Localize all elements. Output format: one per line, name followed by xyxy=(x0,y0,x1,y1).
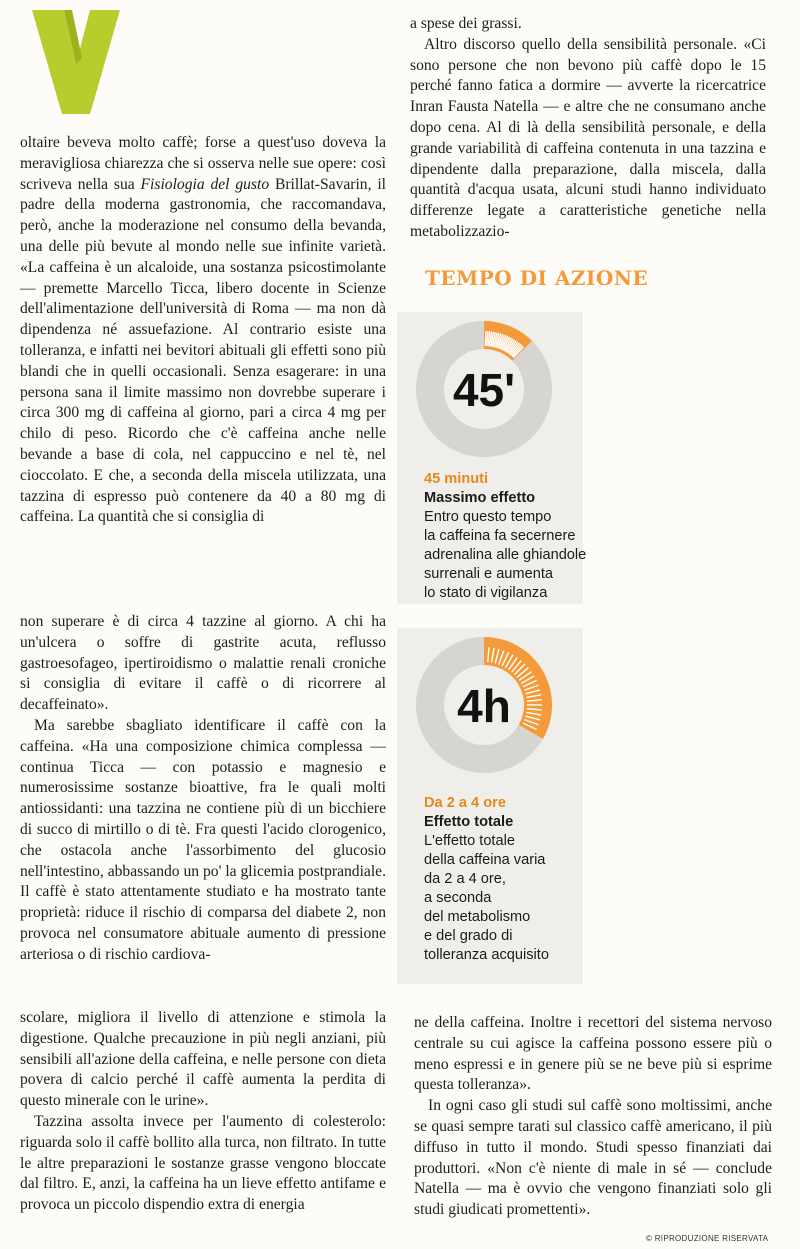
info-block-1 xyxy=(424,470,594,603)
info-body xyxy=(424,832,594,965)
gauge-45-minuti xyxy=(411,316,557,462)
info-line: Entro questo tempo xyxy=(424,509,552,525)
info-line: a seconda xyxy=(424,890,492,906)
drop-cap-v xyxy=(28,2,123,122)
info-line: L'effetto totale xyxy=(424,833,515,849)
article-paragraph: Tazzina assolta invece per l'aumento di colesterolo: riguarda solo il caffè bollito alla turca, non filtrato. In tutte le altre preparazioni le sostanze grasse vengono bloccate dal filtro. E, anzi, la caffeina ha un lieve effetto antifame e provoca un piccolo dispendio extra di energia xyxy=(20,1112,386,1214)
article-text: oltaire beveva molto caffè; forse a quest'uso doveva la meravigliosa chiarezza che si osserva nelle sue opere: così scriveva nella sua xyxy=(20,134,386,193)
info-line: da 2 a 4 ore, xyxy=(424,871,506,887)
gauge-value: 4h xyxy=(457,680,511,732)
gauge-tick xyxy=(487,331,488,346)
copyright-notice: © RIPRODUZIONE RISERVATA xyxy=(646,1234,769,1243)
article-paragraph xyxy=(20,133,386,528)
article-text: Brillat-Savarin, il padre della moderna gastronomia, che raccomandava, però, anche la moderazione nel consumo della bevanda, una delle più bevute al mondo nelle sue infinite varietà. «La caffeina è un alcaloide, una sostanza psicostimolante — premette Marcello Ticca, libero docente in Scienze dell'alimentazione dell'università di Roma — ma non dà dipendenza né assuefazione. Al contrario esiste una tolleranza, e infatti nei bevitori abituali gli effetti sono più blandi che in quelli occasionali. Senza esagerare: in una persona sana il limite massimo non dovrebbe superare i circa 300 mg di caffeina al giorno, pari a circa 4 mg per chilo di peso. Ricordo che c'è caffeina anche nelle bevande a base di cola, nel cappuccino e nel tè, nel cioccolato. E che, a seconda della miscela utilizzata, una tazzina di espresso può contenere da 40 a 80 mg di caffeina. La quantità che si consiglia di xyxy=(20,175,386,526)
info-block-2 xyxy=(424,794,594,965)
info-kicker: 45 minuti xyxy=(424,471,489,487)
info-line: adrenalina alle ghiandole xyxy=(424,547,587,563)
gauge-value: 45' xyxy=(452,364,516,416)
article-column-2-bottom xyxy=(414,1013,772,1221)
article-column-1-middle xyxy=(20,612,386,966)
info-line: del metabolismo xyxy=(424,909,531,925)
article-paragraph: a spese dei grassi. xyxy=(410,15,522,32)
info-kicker: Da 2 a 4 ore xyxy=(424,795,506,811)
info-line: surrenali e aumenta xyxy=(424,566,553,582)
article-paragraph: ne della caffeina. Inoltre i recettori del sistema nervoso centrale su cui agisce la caffeina possono essere più o meno espressi e in genere più se ne beve più si esprime questa tolleranza». xyxy=(414,1014,772,1094)
article-paragraph: non superare è di circa 4 tazzine al giorno. A chi ha un'ulcera o soffre di gastrite acuta, reflusso gastroesofageo, ipertiroidismo o malattie renali croniche si consiglia di evitare il caffè o di ricorrere al decaffeinato». xyxy=(20,613,386,714)
info-line: tolleranza acquisito xyxy=(424,947,549,963)
article-paragraph: scolare, migliora il livello di attenzione e stimola la digestione. Qualche precauzione in più negli anziani, più sensibili all'azione della caffeina, e nelle persone con dieta povera di calcio perché il caffè aumenta la perdita di questo minerale con le urine». xyxy=(20,1009,386,1110)
info-line: lo stato di vigilanza xyxy=(424,585,548,601)
book-title: Fisiologia del gusto xyxy=(140,175,270,193)
drop-cap-letter: V xyxy=(28,2,29,3)
article-paragraph: In ogni caso gli studi sul caffè sono moltissimi, anche se quasi sempre tarati sul classico caffè americano, il più diffuso in tutto il mondo. Studi spesso finanziati dai produttori. «Non c'è niente di male in sé — conclude Natella — ma è ovvio che vengono finanziati solo gli studi giudicati promettenti». xyxy=(414,1097,772,1219)
gauge-4-ore xyxy=(411,632,557,778)
info-line: della caffeina varia xyxy=(424,852,546,868)
info-line: e del grado di xyxy=(424,928,513,944)
info-heading: Massimo effetto xyxy=(424,490,536,506)
infographic-title: TEMPO DI AZIONE xyxy=(425,266,649,290)
article-column-1-top xyxy=(20,133,386,528)
info-body xyxy=(424,508,594,603)
info-line: la caffeina fa secernere xyxy=(424,528,576,544)
article-column-1-bottom xyxy=(20,1008,386,1216)
article-column-2-top xyxy=(410,14,766,243)
info-heading: Effetto totale xyxy=(424,814,514,830)
article-paragraph: Ma sarebbe sbagliato identificare il caffè con la caffeina. «Ha una composizione chimica complessa — continua Ticca — con potassio e magnesio e numerosissime sostanze bioattive, fra le quali molti antiossidanti: una tazzina ne contiene più di un bicchiere di succo di mirtillo o di tè. Fra questi l'acido clorogenico, che ostacola anche l'assorbimento del glucosio nell'intestino, abbassando un po' la glicemia postprandiale. Il caffè è stato attentamente studiato e ha mostrato tante proprietà: riduce il rischio di comparsa del diabete 2, non provoca nel consumatore abituale aumento di pressione arteriosa o di rischio cardiova- xyxy=(20,716,386,963)
article-paragraph: Altro discorso quello della sensibilità personale. «Ci sono persone che non bevono più caffè dopo le 15 perché fanno fatica a dormire — avverte la ricercatrice Inran Fausta Natella — e altre che ne consumano anche dopo cena. Al di là della sensibilità personale, e della grande variabilità di caffeina contenuta in una tazzina e dipendente dalla preparazione, dalla miscela, dalla quantità d'acqua usata, alcuni studi hanno individuato differenze legate a caratteristiche genetiche nella metabolizzazio- xyxy=(410,35,766,240)
